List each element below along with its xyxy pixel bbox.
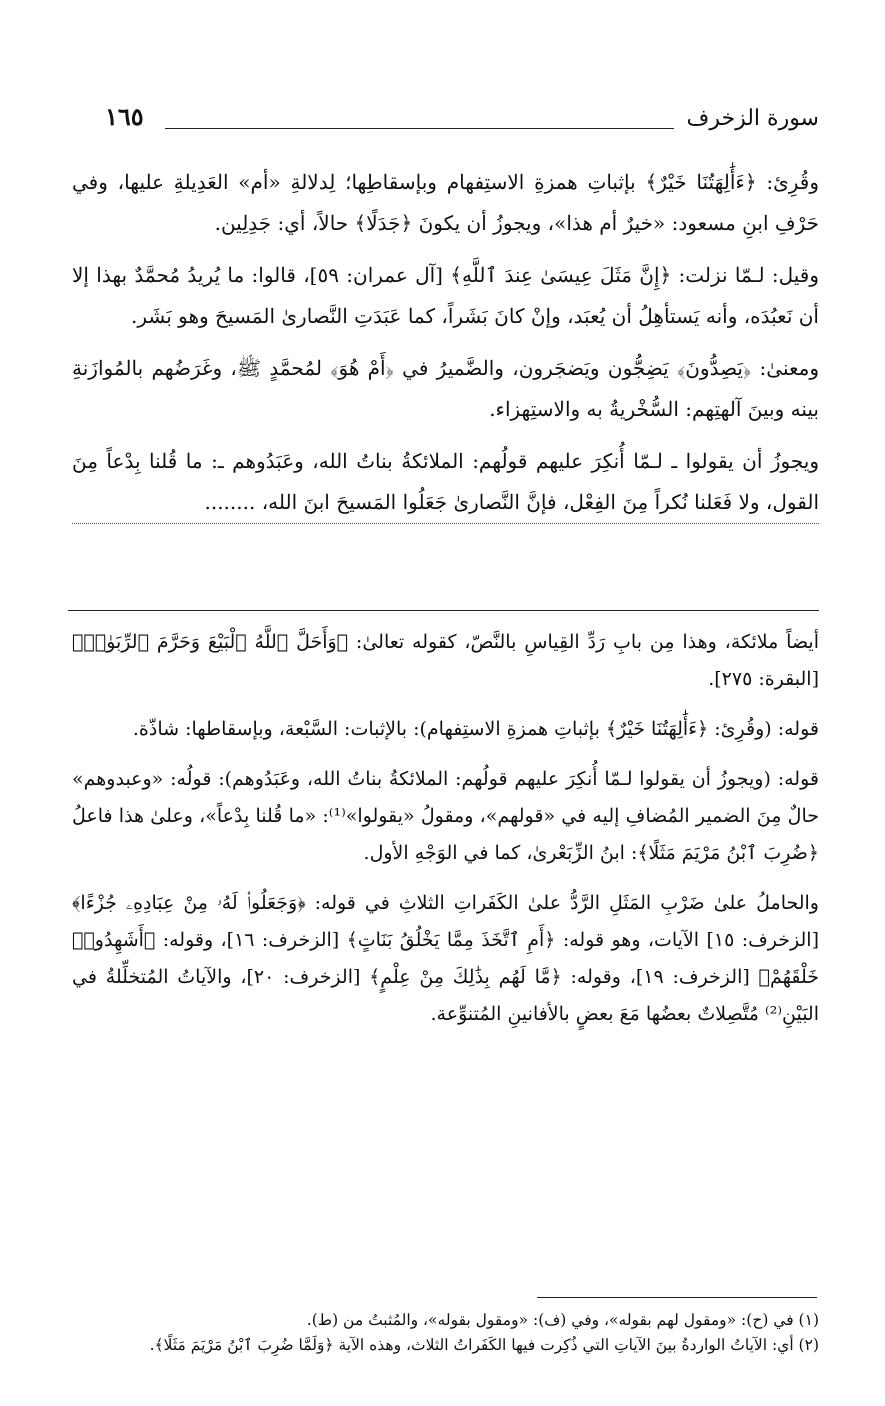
- footnote-divider: [537, 1297, 817, 1298]
- main-paragraph: ومعنىٰ: ﴿يَصِدُّونَ﴾ يَضِجُّون ويَضجَرون، والضَّميرُ في ﴿أَمْ هُوَ﴾ لمُحمَّدٍ ﷺ، وغَرَضُهم بالمُوازَنةِ بينه وبينَ آلهتِهم: السُّخْريةُ به والاستِهزاء.: [72, 356, 819, 421]
- footnote: (٢) أي: الآياتُ الواردةُ بينَ الآياتِ التي ذُكِرت فيها الكَفَراتُ الثلاث، وهذه الآية ﴿وَلَمَّا ضُرِبَ ٱبْنُ مَرْيَمَ مَثَلًا﴾.: [149, 1336, 819, 1354]
- main-paragraph: وقيل: لـمّا نزلت: ﴿إِنَّ مَثَلَ عِيسَىٰ عِندَ ٱللَّهِ﴾ [آل عمران: ٥٩]، قالوا: ما يُريدُ مُحمَّدٌ بهذا إلا أن نَعبُدَه، وأنه يَستأهِلُ أن يُعبَد، وإنْ كانَ بَشَراً، كما عَبَدَتِ النَّصارىٰ المَسيحَ وهو بَشَر.: [72, 263, 819, 328]
- surah-title: سورة الزخرف: [686, 106, 819, 131]
- commentary-text: [72, 624, 819, 1033]
- footnote: (١) في (ح): «ومقول لهم بقوله»، وفي (ف): «ومقول بقوله»، والمُثبتُ من (ط).: [306, 1311, 819, 1329]
- header-rule: [165, 128, 674, 129]
- main-text: [72, 162, 819, 524]
- page-header: [105, 102, 819, 142]
- footnotes: [72, 1308, 819, 1358]
- commentary-paragraph: والحاملُ علىٰ ضَرْبِ المَثَلِ الرَّدُّ علىٰ الكَفَراتِ الثلاثِ في قوله: ﴿وَجَعَلُوا۟ لَهُۥ مِنْ عِبَادِهِۦ جُزْءًا﴾ [الزخرف: ١٥] الآيات، وهو قوله: ﴿أَمِ ٱتَّخَذَ مِمَّا يَخْلُقُ بَنَاتٍ﴾ [الزخرف: ١٦]، وقوله: ﴿أَشَهِدُوا۟ خَلْقَهُمْ﴾ [الزخرف: ١٩]، وقوله: ﴿مَّا لَهُم بِذَٰلِكَ مِنْ عِلْمٍ﴾ [الزخرف: ٢٠]، والآياتُ المُتخلِّلةُ في البَيْنِ⁽²⁾ مُتَّصِلاتٌ بعضُها مَعَ بعضٍ بالأفانينِ المُتنوِّعة.: [72, 892, 819, 1025]
- section-divider: [68, 610, 819, 611]
- commentary-paragraph: أيضاً ملائكة، وهذا مِن بابِ رَدِّ القِياسِ بالنَّصّ، كقوله تعالىٰ: ﴿وَأَحَلَّ ٱللَّهُ ٱلْبَيْعَ وَحَرَّمَ ٱلرِّبَوٰا۟﴾ [البقرة: ٢٧٥].: [72, 631, 819, 690]
- commentary-paragraph: قوله: (ويجوزُ أن يقولوا لـمّا أُنكِرَ عليهم قولُهم: الملائكةُ بناتُ الله، وعَبَدُوهم): قولُه: «وعبدوهم» حالٌ مِنَ الضمير المُضافِ إليه في «قولهم»، ومقولُ «يقولوا»⁽¹⁾: «ما قُلنا بِدْعاً»، وعلىٰ هذا فاعلُ ﴿ضُرِبَ ٱبْنُ مَرْيَمَ مَثَلًا﴾: ابنُ الزِّبَعْرىٰ، كما في الوَجْهِ الأول.: [72, 768, 819, 864]
- main-paragraph: ويجوزُ أن يقولوا ـ لـمّا أُنكِرَ عليهم قولُهم: الملائكةُ بناتُ الله، وعَبَدُوهم ـ: ما قُلنا بِدْعاً مِنَ القول، ولا فَعَلنا نُكراً مِنَ الفِعْل، فإنَّ النَّصارىٰ جَعَلُوا المَسيحَ ابنَ الله، ........: [72, 441, 819, 524]
- commentary-paragraph: قوله: (وقُرِئ: ﴿ءَأَٰلِهَتُنَا خَيْرٌ﴾ بإثباتِ همزةِ الاستِفهام): بالإثبات: السَّبْعة، وبإسقاطها: شاذّة.: [132, 718, 819, 740]
- page-number: ١٦٥: [105, 102, 144, 131]
- main-paragraph: وقُرِئ: ﴿ءَأَٰلِهَتُنَا خَيْرٌ﴾ بإثباتِ همزةِ الاستِفهام وبإسقاطِها؛ لِدلالةِ «أم» العَدِيلةِ عليها، وفي حَرْفِ ابنِ مسعود: «خيرٌ أم هذا»، ويجوزُ أن يكونَ ﴿جَدَلًا﴾ حالاً، أي: جَدِلِين.: [72, 170, 819, 235]
